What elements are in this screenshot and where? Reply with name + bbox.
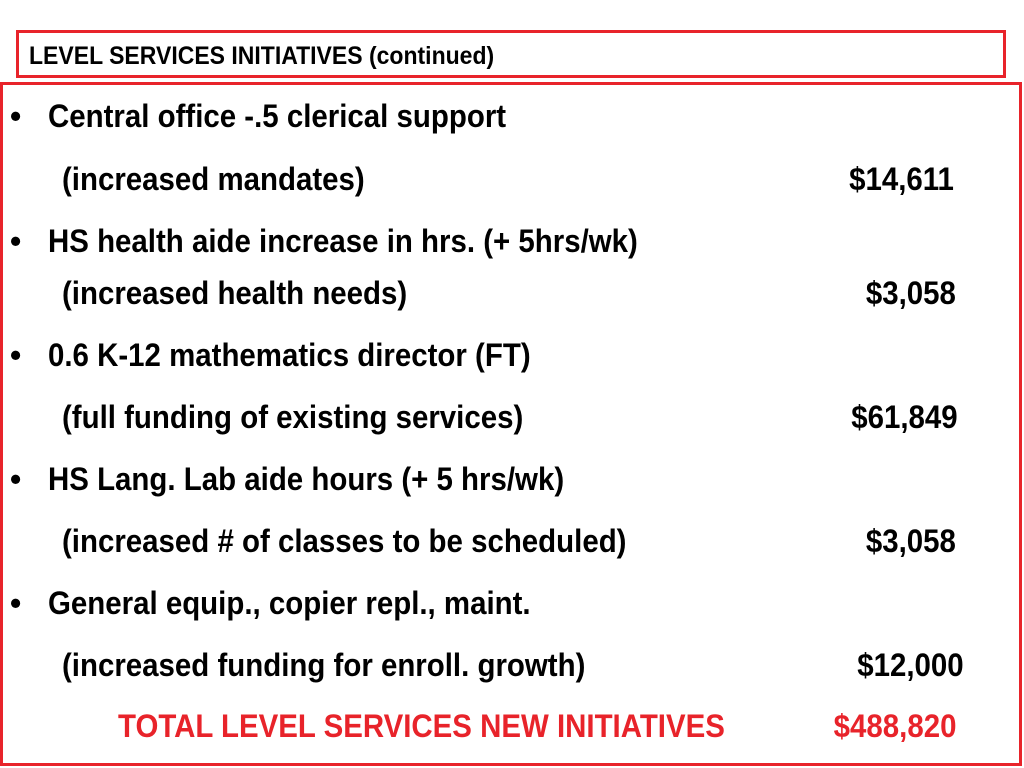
item-label: 0.6 K-12 mathematics director (FT) — [48, 337, 531, 373]
bullet-icon: • — [10, 585, 22, 621]
bullet-icon: • — [10, 223, 22, 259]
total-amount: $488,820 — [833, 708, 956, 744]
title-box — [16, 30, 1006, 78]
slide-title: LEVEL SERVICES INITIATIVES (continued) — [29, 42, 495, 70]
item-detail: (increased funding for enroll. growth) — [62, 647, 586, 683]
item-amount: $3,058 — [865, 523, 956, 559]
item-label: HS Lang. Lab aide hours (+ 5 hrs/wk) — [48, 461, 565, 497]
item-detail: (full funding of existing services) — [62, 399, 524, 435]
total-label: TOTAL LEVEL SERVICES NEW INITIATIVES — [118, 708, 725, 744]
item-label: Central office -.5 clerical support — [48, 98, 507, 134]
item-detail: (increased mandates) — [62, 161, 365, 197]
item-detail: (increased # of classes to be scheduled) — [62, 523, 627, 559]
bullet-icon: • — [10, 337, 22, 373]
item-label: General equip., copier repl., maint. — [48, 585, 531, 621]
item-amount: $61,849 — [851, 399, 958, 435]
item-amount: $3,058 — [865, 275, 956, 311]
bullet-icon: • — [10, 461, 22, 497]
item-detail: (increased health needs) — [62, 275, 408, 311]
item-label: HS health aide increase in hrs. (+ 5hrs/wk) — [48, 223, 638, 259]
item-amount: $14,611 — [849, 161, 954, 197]
item-amount: $12,000 — [857, 647, 964, 683]
bullet-icon: • — [10, 98, 22, 134]
